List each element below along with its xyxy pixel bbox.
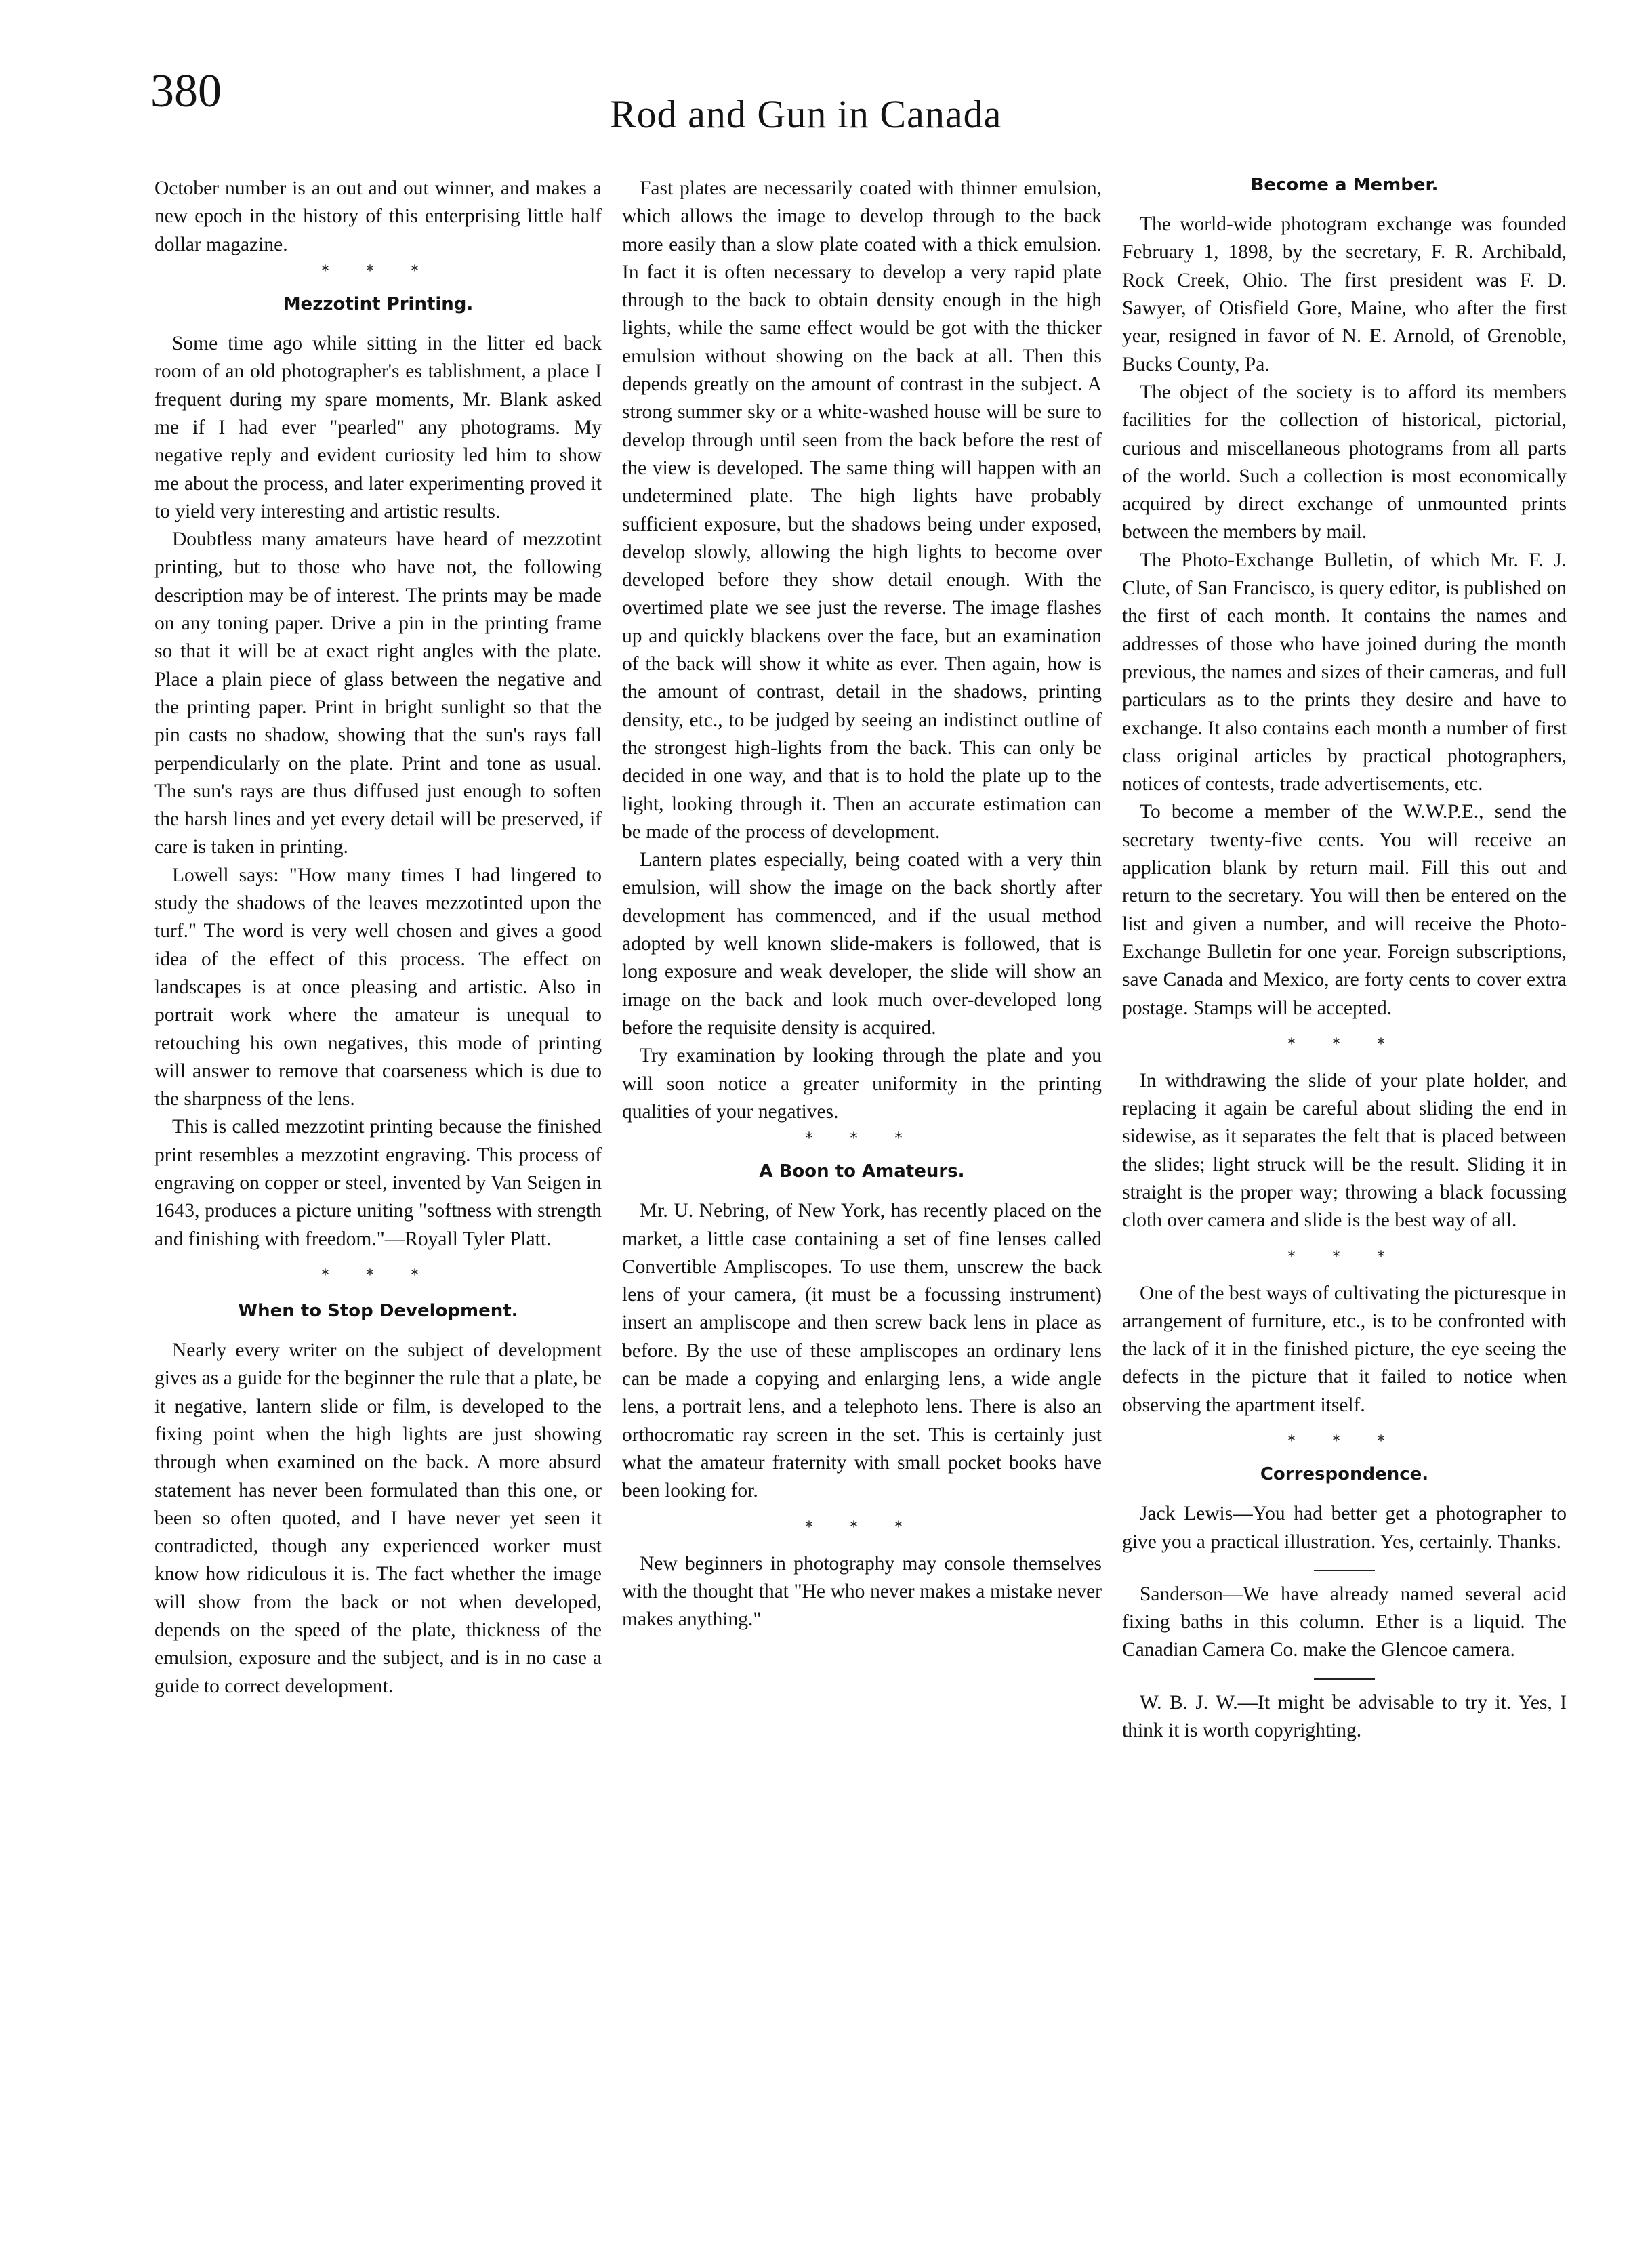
paragraph: To become a member of the W.W.P.E., send the secretary twenty-five cents. You will receive an application blank by return mail. Fill this out and return to the secretary. You will then be entered on the list and given a number, and will receive the Photo-Exchange Bulletin for one year. Foreign subscriptions, save Canada and Mexico, are forty cents to cover extra postage. Stamps will be accepted.	[1122, 801, 1567, 1019]
separator-stars: * * *	[321, 262, 435, 280]
correspondence-item: W. B. J. W.—It might be advisable to try it. Yes, I think it is worth copyrighting.	[1122, 1691, 1567, 1742]
paragraph: The world-wide photogram exchange was founded February 1, 1898, by the secretary, F. R. Archibald, Rock Creek, Ohio. The first president was F. D. Sawyer, of Otisfield Gore, Maine, who after the first year, resigned in favor of N. E. Arnold, of Grenoble, Bucks County, Pa.	[1122, 213, 1567, 375]
column-middle	[622, 175, 1102, 1634]
page-number: 380	[150, 65, 222, 117]
separator-stars: * * *	[805, 1518, 919, 1536]
paragraph: This is called mezzotint printing because the finished print resembles a mezzotint engraving. This process of engraving on copper or steel, invented by Van Seigen in 1643, produces a picture uniting "softness with strength and finishing with freedom."—Royall Tyler Platt.	[154, 1116, 602, 1250]
column-right	[1122, 175, 1567, 1745]
separator-stars: * * *	[321, 1266, 435, 1284]
paragraph: Doubtless many amateurs have heard of mezzotint printing, but to those who have not, the following description may be of interest. The prints may be made on any toning paper. Drive a pin in the printing frame so that it will be at exact right angles with the plate. Place a plain piece of glass between the negative and the printing paper. Print in bright sunlight so that the pin casts no shadow, showing that the sun's rays fall perpendicularly on the plate. Print and tone as usual. The sun's rays are thus diffused just enough to soften the harsh lines and yet every detail will be preserved, if care is taken in printing.	[154, 528, 602, 858]
paragraph: Mr. U. Nebring, of New York, has recently placed on the market, a little case containing a set of fine lenses called Convertible Ampliscopes. To use them, unscrew the back lens of your camera, (it must be a focussing instrument) insert an ampliscope and then screw back lens in place as before. By the use of these ampliscopes an ordinary lens can be made a copying and enlarging lens, a wide angle lens, a portrait lens, and a telephoto lens. There is also an orthocromatic ray screen in the set. This is certainly just what the amateur fraternity with small pocket books have been looking for.	[622, 1200, 1102, 1502]
correspondence-item: Jack Lewis—You had better get a photographer to give you a practical illustration. Yes, certainly. Thanks.	[1122, 1503, 1567, 1553]
section-heading-correspondence: Correspondence.	[1260, 1464, 1429, 1485]
divider	[1314, 1678, 1375, 1680]
paragraph: In withdrawing the slide of your plate holder, and replacing it again be careful about sliding the end in sidewise, as it separates the felt that is placed between the slides; light struck will be the result. Sliding it in straight is the proper way; throwing a black focussing cloth over camera and slide is the best way of all.	[1122, 1069, 1567, 1232]
correspondence-item: Sanderson—We have already named several acid fixing baths in this column. Ether is a liquid. The Canadian Camera Co. make the Glencoe camera.	[1122, 1583, 1567, 1661]
paragraph: Nearly every writer on the subject of development gives as a guide for the beginner the rule that a plate, be it negative, lantern slide or film, is developed to the fixing point when the high lights are just showing through when examined on the back. A more absurd statement has never been formulated than this one, or been so often quoted, and I have never yet seen it contradicted, though any experienced worker must know how ridiculous it is. The fact whether the image will show from the back or not when developed, depends on the speed of the plate, thickness of the emulsion, exposure and the subject, and is in no case a guide to correct development.	[154, 1339, 602, 1697]
column-left	[154, 175, 602, 1701]
paragraph: The object of the society is to afford its members facilities for the collection of historical, pictorial, curious and miscellaneous photograms from all parts of the world. Such a collection is most economically acquired by direct exchange of unmounted prints between the members by mail.	[1122, 381, 1567, 543]
separator-stars: * * *	[1287, 1035, 1401, 1053]
section-heading-stop-development: When to Stop Development.	[238, 1300, 518, 1321]
separator-stars: * * *	[1287, 1248, 1401, 1266]
running-title: Rod and Gun in Canada	[610, 92, 1002, 136]
paragraph: October number is an out and out winner, and makes a new epoch in the history of this enterprising little half dollar magazine.	[154, 178, 602, 255]
paragraph: Lantern plates especially, being coated with a very thin emulsion, will show the image on the back shortly after development has commenced, and if the usual method adopted by well known slide-makers is followed, that is long exposure and weak developer, the slide will show an image on the back and look much over-developed long before the requisite density is acquired.	[622, 849, 1102, 1039]
paragraph: Try examination by looking through the plate and you will soon notice a greater uniformity in the printing qualities of your negatives.	[622, 1045, 1102, 1123]
paragraph: One of the best ways of cultivating the picturesque in arrangement of furniture, etc., is to be confronted with the lack of it in the finished picture, the eye seeing the defects in the picture that it failed to notice when observing the apartment itself.	[1122, 1282, 1567, 1416]
section-heading-boon-to-amateurs: A Boon to Amateurs.	[759, 1161, 965, 1182]
separator-stars: * * *	[1287, 1433, 1401, 1451]
section-heading-mezzotint: Mezzotint Printing.	[283, 293, 474, 314]
paragraph: New beginners in photography may console themselves with the thought that "He who never makes a mistake never makes anything."	[622, 1552, 1102, 1631]
paragraph: Fast plates are necessarily coated with thinner emulsion, which allows the image to develop through to the back more easily than a slow plate coated with a thick emulsion. In fact it is often necessary to develop a very rapid plate through to the back to obtain density enough in the high lights, while the same effect would be got with the thicker emulsion without showing on the back at all. Then this depends greatly on the amount of contrast in the subject. A strong summer sky or a white-washed house will be sure to develop through until seen from the back before the rest of the view is developed. The same thing will happen with an undetermined plate. The high lights have probably sufficient exposure, but the shadows being under exposed, develop slowly, allowing the high lights to become over developed before they show detail enough. With the overtimed plate we see just the reverse. The image flashes up and quickly blackens over the face, but an examination of the back will show it white as ever. Then again, how is the amount of contrast, detail in the shadows, printing density, etc., to be judged by seeing an indistinct outline of the strongest high-lights from the back. This can only be decided in one way, and that is to hold the plate up to the light, looking through it. Then an accurate estimation can be made of the process of development.	[622, 178, 1102, 843]
paragraph: Some time ago while sitting in the litter ed back room of an old photographer's es tablishment, a place I frequent during my spare moments, Mr. Blank asked me if I had ever "pearled" any photograms. My negative reply and evident curiosity led him to show me about the process, and later experimenting proved it to yield very interesting and artistic results.	[154, 333, 602, 522]
paragraph: Lowell says: "How many times I had lingered to study the shadows of the leaves mezzotinted upon the turf." The word is very well chosen and gives a good idea of the effect of this process. The effect on landscapes is at once pleasing and artistic. Also in portrait work where the amateur is unequal to retouching his own negatives, this mode of printing will answer to remove that coarseness which is due to the sharpness of the lens.	[154, 864, 602, 1110]
separator-stars: * * *	[805, 1130, 919, 1148]
paragraph: The Photo-Exchange Bulletin, of which Mr. F. J. Clute, of San Francisco, is query editor, is published on the first of each month. It contains the names and addresses of those who have joined during the month previous, the names and sizes of their cameras, and full particulars as to the prints they desire and have to exchange. It also contains each month a number of first class original articles by practical photographers, notices of contests, trade advertisements, etc.	[1122, 549, 1567, 795]
divider	[1314, 1570, 1375, 1571]
page-header	[0, 0, 1652, 163]
section-heading-become-member: Become a Member.	[1250, 175, 1439, 195]
